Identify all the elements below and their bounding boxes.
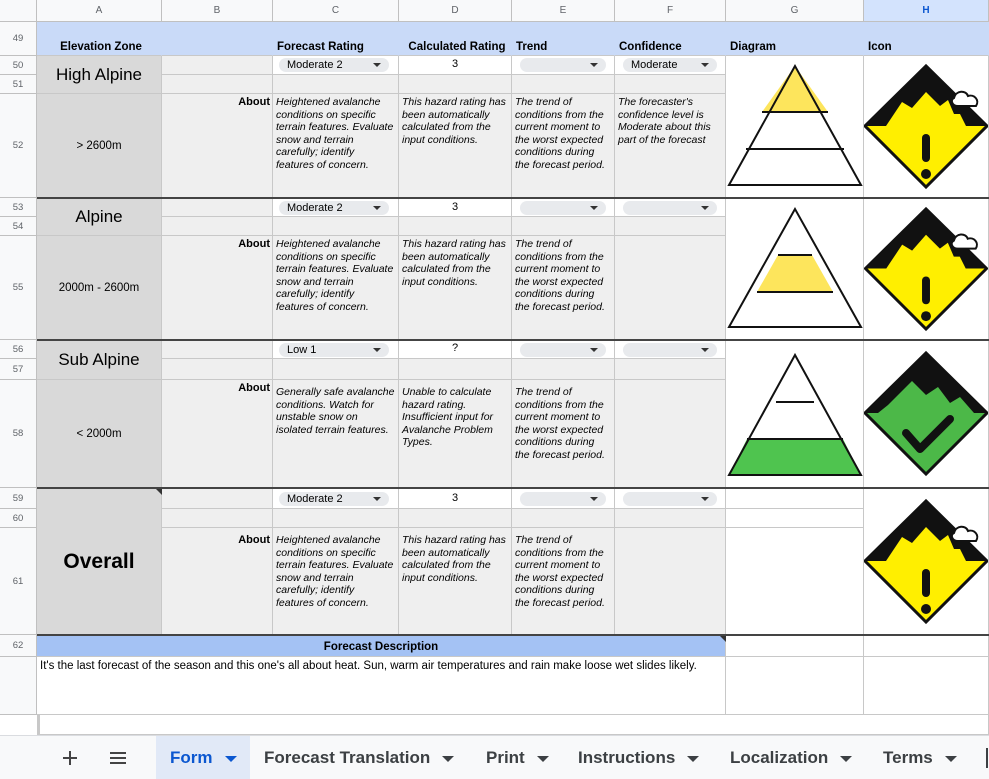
chevron-down-icon [701, 63, 709, 67]
pyramid-bottom-band [729, 439, 861, 475]
row-header[interactable]: 55 [0, 236, 37, 340]
moderate-danger-icon [864, 489, 989, 635]
zone-name-alpine[interactable]: Alpine [37, 199, 162, 236]
row-header[interactable]: 53 [0, 198, 37, 217]
about-label[interactable]: About [162, 236, 273, 340]
cell[interactable] [726, 657, 864, 715]
cell[interactable] [162, 509, 273, 528]
header-calculated-rating[interactable]: Calculated Rating [399, 22, 512, 56]
cell[interactable] [615, 75, 726, 94]
column-header-b[interactable]: B [162, 0, 273, 22]
confidence-dropdown[interactable] [623, 492, 717, 506]
cell[interactable] [399, 75, 512, 94]
column-header-g[interactable]: G [726, 0, 864, 22]
header-icon[interactable]: Icon [864, 22, 989, 56]
chevron-down-icon [373, 206, 381, 210]
diagram-cell[interactable] [726, 199, 864, 340]
trend-dropdown[interactable] [520, 58, 606, 72]
trend-about-text[interactable]: The trend of conditions from the current moment to the worst expected conditions during the forecast period. [512, 380, 615, 488]
pyramid-top-band [762, 66, 828, 112]
row-header[interactable]: 59 [0, 488, 37, 509]
row-header[interactable]: 60 [0, 509, 37, 528]
chevron-down-icon [590, 206, 598, 210]
row-header[interactable] [0, 657, 37, 715]
confidence-cell[interactable] [615, 56, 726, 75]
forecast-about-text[interactable]: Generally safe avalanche conditions. Watch for unstable snow on isolated terrain features. [273, 380, 399, 488]
chevron-down-icon [442, 756, 454, 762]
forecast-rating-cell[interactable] [273, 199, 399, 217]
trend-cell[interactable] [512, 199, 615, 217]
row-header[interactable]: 62 [0, 635, 37, 657]
row-header[interactable]: 50 [0, 56, 37, 75]
chevron-down-icon [590, 63, 598, 67]
trend-about-text[interactable]: The trend of conditions from the current moment to the worst expected conditions during the forecast period. [512, 236, 615, 340]
cell[interactable] [273, 217, 399, 236]
trend-dropdown[interactable] [520, 343, 606, 357]
cell[interactable] [512, 509, 615, 528]
forecast-rating-cell[interactable] [273, 56, 399, 75]
about-label[interactable]: About [162, 94, 273, 198]
select-all-corner[interactable] [0, 0, 37, 22]
cell[interactable] [399, 509, 512, 528]
cell[interactable] [273, 75, 399, 94]
cell[interactable] [615, 509, 726, 528]
row-header[interactable]: 49 [0, 22, 37, 56]
cell[interactable] [615, 359, 726, 380]
chevron-down-icon [945, 756, 957, 762]
cell[interactable] [162, 489, 273, 509]
calculated-about-text[interactable]: This hazard rating has been automatically calculated from the input conditions. [399, 94, 512, 198]
pyramid-middle-band [757, 255, 833, 292]
low-danger-icon [864, 341, 989, 488]
cell[interactable] [162, 359, 273, 380]
icon-cell[interactable] [864, 489, 989, 635]
all-sheets-button[interactable] [106, 746, 130, 770]
header-diagram[interactable]: Diagram [726, 22, 864, 56]
chevron-down-icon [840, 756, 852, 762]
confidence-cell[interactable] [615, 341, 726, 359]
cell[interactable] [162, 75, 273, 94]
trend-dropdown[interactable] [520, 201, 606, 215]
trend-cell[interactable] [512, 489, 615, 509]
confidence-dropdown[interactable] [623, 201, 717, 215]
forecast-about-text[interactable]: Heightened avalanche conditions on specific terrain features. Evaluate snow and terrain carefully; identify features of concern. [273, 94, 399, 198]
forecast-rating-dropdown[interactable]: Moderate 2 [279, 58, 389, 72]
column-header-c[interactable]: C [273, 0, 399, 22]
calculated-about-text[interactable]: This hazard rating has been automatically calculated from the input conditions. [399, 528, 512, 635]
cell[interactable] [162, 56, 273, 75]
cell[interactable] [726, 509, 864, 528]
header-forecast-rating[interactable]: Forecast Rating [273, 22, 399, 56]
row-header[interactable]: 56 [0, 340, 37, 359]
confidence-about-text[interactable] [615, 528, 726, 635]
row-header[interactable]: 58 [0, 380, 37, 488]
zone-name-high-alpine[interactable]: High Alpine [37, 56, 162, 94]
header-elevation-zone[interactable]: Elevation Zone [37, 22, 162, 56]
trend-cell[interactable] [512, 341, 615, 359]
diagram-cell[interactable] [726, 341, 864, 488]
sheet-tab-forecast-translation[interactable]: Forecast Translation [250, 736, 472, 779]
forecast-rating-cell[interactable] [273, 341, 399, 359]
cell[interactable] [162, 217, 273, 236]
cell[interactable] [864, 657, 989, 715]
forecast-description-title[interactable]: Forecast Description [37, 636, 726, 657]
forecast-rating-cell[interactable] [273, 489, 399, 509]
zone-name-overall[interactable]: Overall [37, 489, 162, 635]
cell[interactable] [864, 636, 989, 657]
cell[interactable] [726, 636, 864, 657]
cell[interactable] [273, 509, 399, 528]
cell[interactable] [399, 217, 512, 236]
sheet-tab-form[interactable]: Form [156, 736, 250, 779]
zone-name-sub-alpine[interactable]: Sub Alpine [37, 341, 162, 380]
about-label[interactable]: About [162, 380, 273, 488]
cell[interactable] [726, 528, 864, 635]
cell[interactable] [162, 199, 273, 217]
forecast-rating-dropdown[interactable]: Moderate 2 [279, 492, 389, 506]
calculated-about-text[interactable]: This hazard rating has been automatically calculated from the input conditions. [399, 236, 512, 340]
chevron-down-icon [701, 348, 709, 352]
column-header-f[interactable]: F [615, 0, 726, 22]
confidence-cell[interactable] [615, 489, 726, 509]
moderate-danger-icon [864, 56, 989, 198]
chevron-down-icon [373, 63, 381, 67]
trend-dropdown[interactable] [520, 492, 606, 506]
chevron-down-icon [373, 497, 381, 501]
calculated-about-text[interactable]: Unable to calculate hazard rating. Insufficient input for Avalanche Problem Types. [399, 380, 512, 488]
column-header-a[interactable]: A [37, 0, 162, 22]
chevron-down-icon [590, 497, 598, 501]
add-sheet-button[interactable] [58, 746, 82, 770]
cell[interactable] [512, 217, 615, 236]
calculated-rating-cell[interactable]: 3 [399, 199, 512, 217]
calculated-rating-cell[interactable]: 3 [399, 56, 512, 75]
chevron-down-icon [701, 497, 709, 501]
header-trend[interactable]: Trend [512, 22, 615, 56]
sheet-tab-instructions[interactable]: Instructions [564, 736, 716, 779]
icon-cell[interactable] [864, 199, 989, 340]
row-header[interactable]: 51 [0, 75, 37, 94]
forecast-rating-dropdown[interactable]: Low 1 [279, 343, 389, 357]
diagram-cell[interactable] [726, 56, 864, 198]
chevron-down-icon [687, 756, 699, 762]
elevation-pyramid-diagram [726, 56, 864, 198]
column-header-d[interactable]: D [399, 0, 512, 22]
row-header[interactable]: 57 [0, 359, 37, 380]
header-empty[interactable] [162, 22, 273, 56]
cell[interactable] [162, 341, 273, 359]
calculated-rating-cell[interactable]: ? [399, 341, 512, 359]
confidence-dropdown[interactable]: Moderate [623, 58, 717, 72]
trend-cell[interactable] [512, 56, 615, 75]
list-icon [106, 746, 130, 770]
confidence-about-text[interactable]: The forecaster's confidence level is Moderate about this part of the forecast [615, 94, 726, 198]
header-confidence[interactable]: Confidence [615, 22, 726, 56]
cell[interactable] [399, 359, 512, 380]
sheet-tab-print[interactable]: Print [472, 736, 564, 779]
elevation-pyramid-diagram [726, 199, 864, 340]
confidence-about-text[interactable] [615, 380, 726, 488]
sheet-tab-localization[interactable]: Localization [716, 736, 869, 779]
confidence-about-text[interactable] [615, 236, 726, 340]
confidence-cell[interactable] [615, 199, 726, 217]
icon-cell[interactable] [864, 341, 989, 488]
confidence-dropdown[interactable] [623, 343, 717, 357]
cell[interactable] [512, 75, 615, 94]
chevron-down-icon [225, 756, 237, 762]
zone-range-alpine[interactable]: 2000m - 2600m [37, 236, 162, 340]
sheet-tab-bar [0, 735, 989, 779]
cell[interactable] [37, 715, 989, 735]
calculated-rating-cell[interactable]: 3 [399, 489, 512, 509]
cell[interactable] [615, 217, 726, 236]
moderate-danger-icon [864, 199, 989, 340]
forecast-rating-dropdown[interactable]: Moderate 2 [279, 201, 389, 215]
trend-about-text[interactable]: The trend of conditions from the current moment to the worst expected conditions during the forecast period. [512, 94, 615, 198]
about-label[interactable]: About [162, 528, 273, 635]
chevron-down-icon [373, 348, 381, 352]
column-header-h[interactable]: H [864, 0, 989, 22]
tab-overflow-indicator [986, 748, 988, 768]
zone-range-high-alpine[interactable]: > 2600m [37, 94, 162, 198]
icon-cell[interactable] [864, 56, 989, 198]
row-header[interactable]: 54 [0, 217, 37, 236]
plus-icon [58, 746, 82, 770]
chevron-down-icon [701, 206, 709, 210]
trend-about-text[interactable]: The trend of conditions from the current moment to the worst expected conditions during the forecast period. [512, 528, 615, 635]
cell[interactable] [512, 359, 615, 380]
forecast-description-text[interactable]: It's the last forecast of the season and this one's all about heat. Sun, warm air temperatures and rain make loose wet slides likely. [37, 657, 726, 715]
forecast-about-text[interactable]: Heightened avalanche conditions on specific terrain features. Evaluate snow and terrain carefully; identify features of concern. [273, 528, 399, 635]
cell[interactable] [273, 359, 399, 380]
row-header[interactable]: 52 [0, 94, 37, 198]
sheet-tab-terms[interactable]: Terms [869, 736, 973, 779]
column-header-e[interactable]: E [512, 0, 615, 22]
chevron-down-icon [537, 756, 549, 762]
row-header[interactable]: 61 [0, 528, 37, 635]
cell[interactable] [726, 489, 864, 509]
chevron-down-icon [590, 348, 598, 352]
forecast-about-text[interactable]: Heightened avalanche conditions on specific terrain features. Evaluate snow and terrain carefully; identify features of concern. [273, 236, 399, 340]
zone-range-sub-alpine[interactable]: < 2000m [37, 380, 162, 488]
elevation-pyramid-diagram [726, 341, 864, 488]
